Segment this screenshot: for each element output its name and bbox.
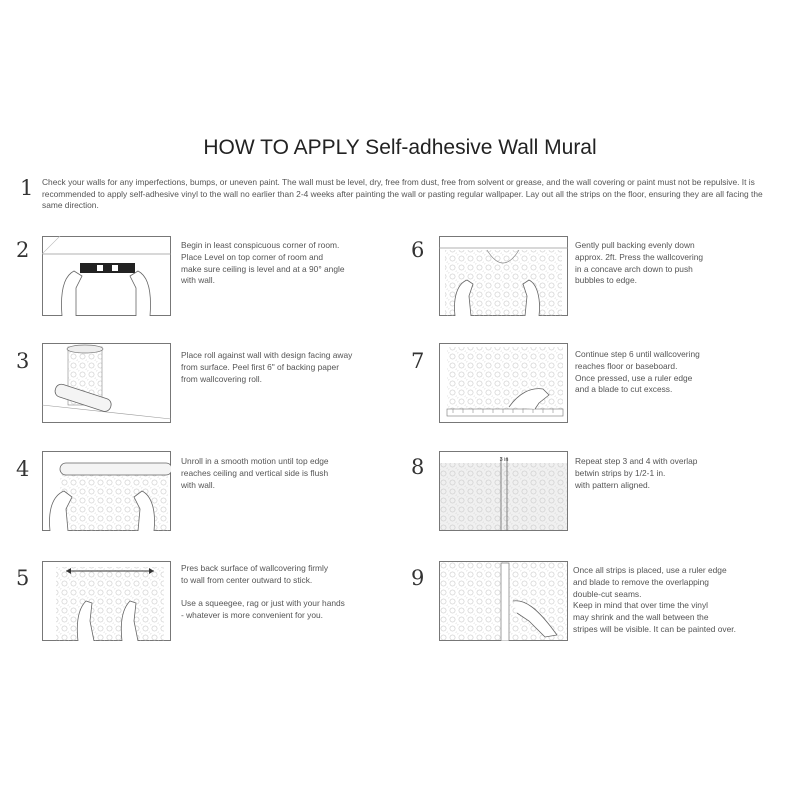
step-9-number: 9	[411, 566, 425, 590]
step-8-number: 8	[411, 455, 425, 479]
step-5-number: 5	[16, 566, 30, 590]
step-6-illustration	[439, 236, 568, 316]
step-3-text: Place roll against wall with design facing away from surface. Peel first 6" of backing paper from wallcovering roll.	[181, 350, 353, 384]
page-title: HOW TO APPLY Self-adhesive Wall Mural	[203, 136, 597, 159]
step-2-text: Begin in least conspicuous corner of room. Place Level on top corner of room and make sure ceiling is level and at a 90° angle with wall.	[181, 240, 345, 286]
step-3-illustration	[42, 343, 171, 423]
step-1-text: Check your walls for any imperfections, bumps, or uneven paint. The wall must be level, dry, free from dust, free from solvent or grease, and the wall covering or paint must not be repulsive. It is recommended to apply self-adhesive vinyl to the wall no earlier than 2-4 weeks after painting the wall or pasting regular wallpaper. Lay out all the strips on the floor, ensuring they are all facing the same direction.	[42, 177, 763, 211]
step-1-number: 1	[20, 176, 34, 200]
step-3-number: 3	[16, 349, 30, 373]
step-9-illustration	[439, 561, 568, 641]
step-4-text: Unroll in a smooth motion until top edge reaches ceiling and vertical side is flush with wall.	[181, 456, 329, 490]
step-7-text: Continue step 6 until wallcovering reaches floor or baseboard. Once pressed, use a ruler edge and a blade to cut excess.	[575, 349, 700, 395]
overlap-label: 3 in	[499, 457, 509, 463]
step-9-text: Once all strips is placed, use a ruler edge and blade to remove the overlapping double-cut seams. Keep in mind that over time the vinyl may shrink and the wall between the stripes will be visible. It can be painted over.	[573, 565, 736, 634]
step-7-number: 7	[411, 349, 425, 373]
step-4-illustration	[42, 451, 171, 531]
step-8-text: Repeat step 3 and 4 with overlap betwin strips by 1/2-1 in. with pattern aligned.	[575, 456, 698, 490]
step-5-illustration	[42, 561, 171, 641]
step-6-text: Gently pull backing evenly down approx. 2ft. Press the wallcovering in a concave arch down to push bubbles to edge.	[575, 240, 704, 286]
step-4-number: 4	[16, 457, 30, 481]
step-6-number: 6	[411, 238, 425, 262]
step-8-illustration	[439, 451, 568, 531]
step-2-number: 2	[16, 238, 30, 262]
step-5-text: Pres back surface of wallcovering firmly to wall from center outward to stick. Use a squeegee, rag or just with your hands - whatever is more convenient for you.	[181, 563, 345, 621]
step-2-illustration	[42, 236, 171, 316]
step-7-illustration	[439, 343, 568, 423]
